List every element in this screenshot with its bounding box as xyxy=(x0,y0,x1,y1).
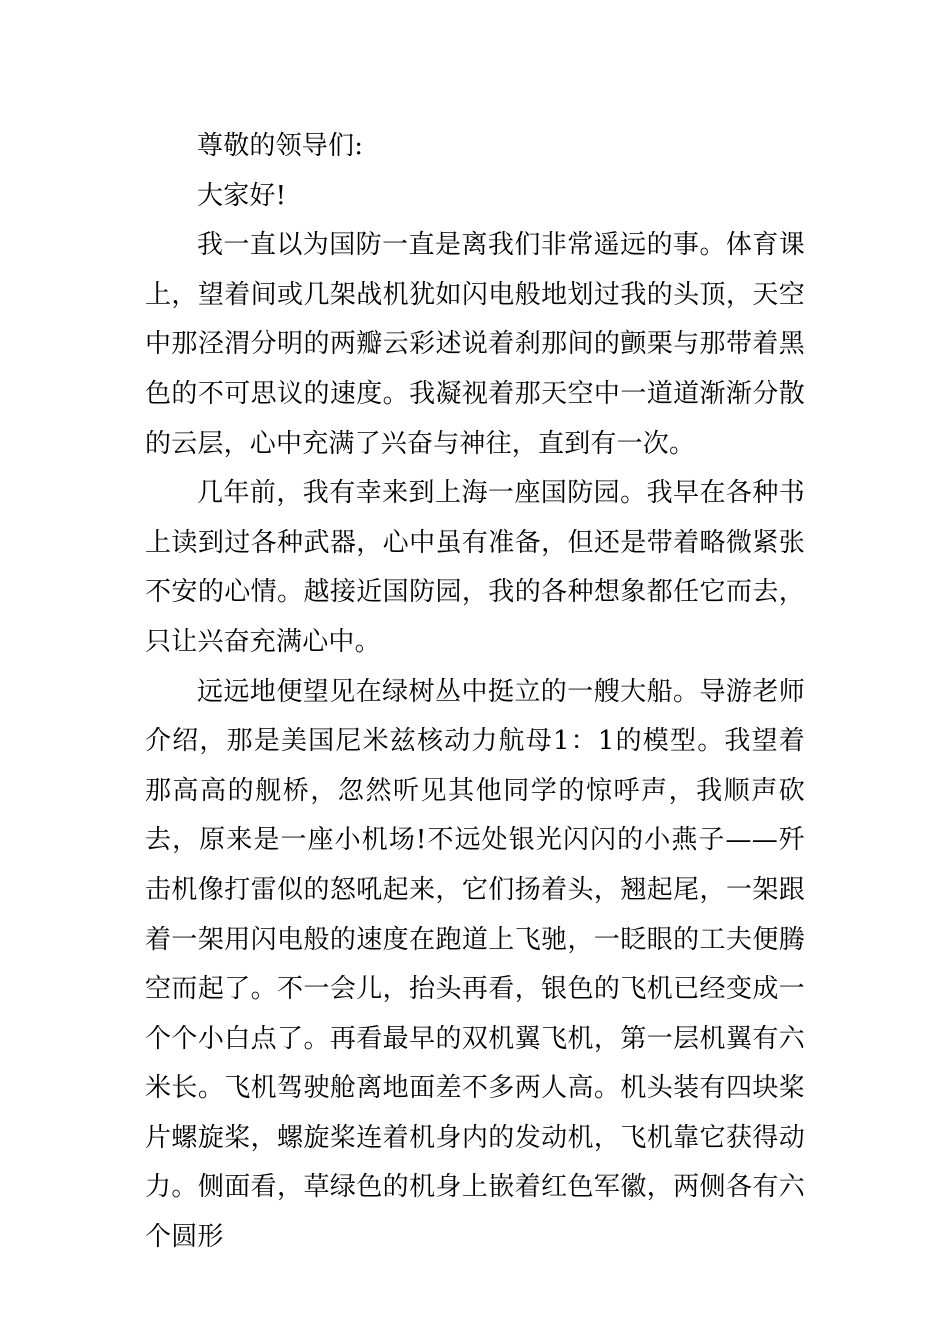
document-page xyxy=(145,122,805,1263)
greeting: 大家好! xyxy=(197,180,287,211)
salutation: 尊敬的领导们: xyxy=(197,131,364,161)
paragraph-2: 几年前，我有幸来到上海一座国防园。我早在各种书上读到过各种武器，心中虽有准备，但还是带着略微紧张不安的心情。越接近国防园，我的各种想象都任它而去，只让兴奋充满心中。 xyxy=(145,478,805,657)
paragraph-3: 远远地便望见在绿树丛中挺立的一艘大船。导游老师介绍，那是美国尼米兹核动力航母1：1的模型。我望着那高高的舰桥，忽然听见其他同学的惊呼声，我顺声砍去，原来是一座小机场!不远处银光闪闪的小燕子——歼击机像打雷似的怒吼起来，它们扬着头，翘起尾，一架跟着一架用闪电般的速度在跑道上飞驰，一眨眼的工夫便腾空而起了。不一会儿，抬头再看，银色的飞机已经变成一个个小白点了。再看最早的双机翼飞机，第一层机翼有六米长。飞机驾驶舱离地面差不多两人高。机头装有四块桨片螺旋桨，螺旋桨连着机身内的发动机，飞机靠它获得动力。侧面看，草绿色的机身上嵌着红色军徽，两侧各有六个圆形 xyxy=(145,676,805,1253)
paragraph-1: 我一直以为国防一直是离我们非常遥远的事。体育课上，望着间或几架战机犹如闪电般地划过我的头顶，天空中那泾渭分明的两瓣云彩述说着刹那间的颤栗与那带着黑色的不可思议的速度。我凝视着那天空中一道道渐渐分散的云层，心中充满了兴奋与神往，直到有一次。 xyxy=(145,230,805,459)
